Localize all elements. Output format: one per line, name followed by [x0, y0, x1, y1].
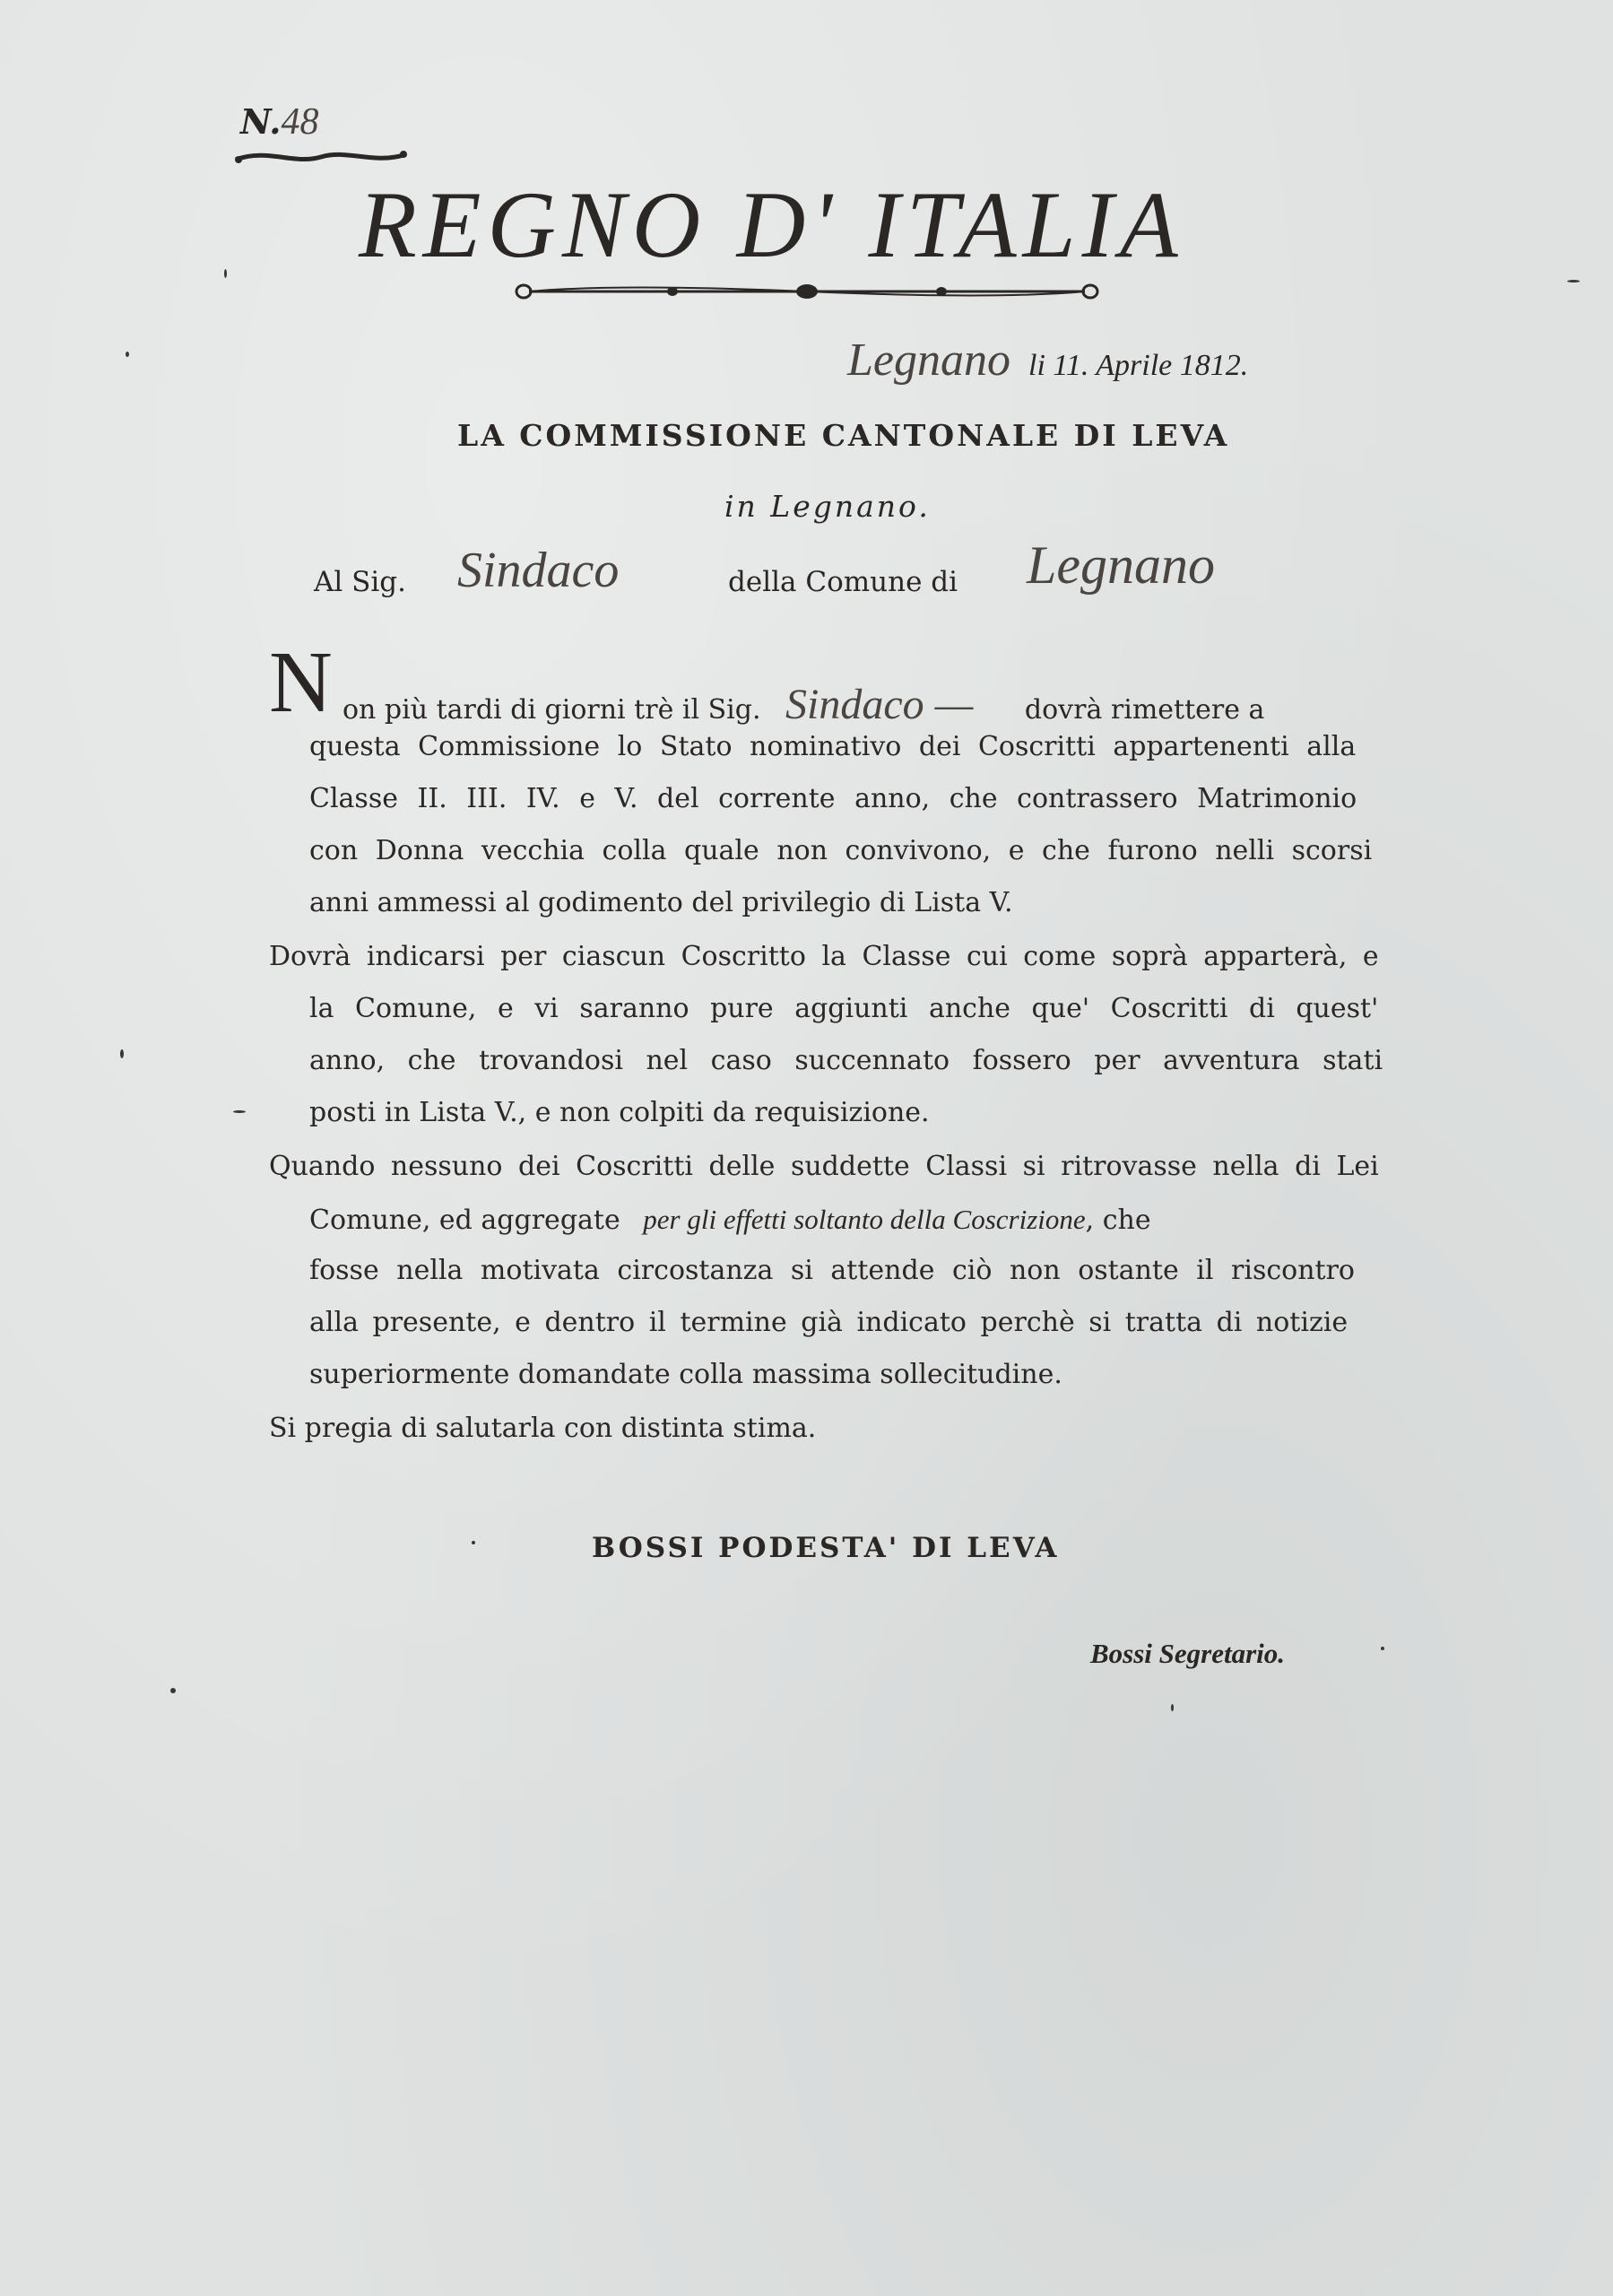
paragraph-3-line-1: Quando nessuno dei Coscritti delle suddette Classi si ritrovasse nella di Lei — [269, 1151, 1379, 1182]
drop-cap: N — [269, 634, 333, 731]
paragraph-2-line-3: anno, che trovandosi nel caso succennato fossero per avventura stati — [309, 1045, 1383, 1076]
text-segment: dovrà rimettere a — [1024, 694, 1265, 726]
number-underline-flourish — [231, 144, 411, 170]
recipient-handwritten: Sindaco — [457, 543, 620, 598]
comune-handwritten: Legnano — [1027, 535, 1215, 595]
document-title: REGNO D' ITALIA — [359, 172, 1184, 277]
signature-secondary: Bossi Segretario. — [1090, 1638, 1286, 1669]
paragraph-3-line-3: fosse nella motivata circostanza si attende ciò non ostante il riscontro — [309, 1255, 1355, 1286]
document-number — [240, 100, 319, 144]
number-prefix: N. — [240, 101, 282, 142]
address-prefix: Al Sig. — [314, 566, 407, 598]
issuer-location: in Legnano. — [724, 489, 931, 524]
paragraph-3-line-5: superiormente domandate colla massima sollecitudine. — [309, 1359, 1062, 1390]
number-handwritten: 48 — [281, 101, 319, 143]
paragraph-2-line-1: Dovrà indicarsi per ciascun Coscritto la Classe cui come soprà apparterà, e — [269, 941, 1379, 972]
paper-speck — [126, 352, 129, 357]
recipient-handwritten-inline: Sindaco — — [785, 681, 974, 728]
signature-main: BOSSI PODESTA' DI LEVA — [592, 1532, 1060, 1564]
paper-speck — [120, 1049, 124, 1058]
comune-label: della Comune di — [728, 566, 958, 598]
place-handwritten: Legnano — [847, 335, 1010, 386]
paragraph-1-line-2: questa Commissione lo Stato nominativo dei Coscritti appartenenti alla — [309, 731, 1357, 762]
paper-speck — [1381, 1647, 1384, 1650]
paper-speck — [472, 1541, 475, 1544]
paragraph-2-line-4: posti in Lista V., e non colpiti da requisizione. — [309, 1097, 930, 1128]
date-line — [847, 334, 1248, 387]
paragraph-1-line-4: con Donna vecchia colla quale non convivono, e che furono nelli scorsi — [309, 835, 1373, 866]
paper-speck — [224, 269, 227, 278]
paper-speck — [170, 1688, 176, 1693]
paragraph-4-line-1: Si pregia di salutarla con distinta stima. — [269, 1413, 817, 1444]
paper-speck — [1567, 280, 1580, 283]
text-segment: , che — [1085, 1205, 1151, 1236]
text-segment: Comune, ed aggregate — [309, 1205, 620, 1236]
paragraph-2-line-2: la Comune, e vi saranno pure aggiunti anche que' Coscritti di quest' — [309, 993, 1379, 1024]
issuer-name: LA COMMISSIONE CANTONALE DI LEVA — [457, 418, 1230, 453]
paragraph-1-line-1 — [343, 683, 1264, 726]
date-printed: li 11. Aprile 1812. — [1028, 349, 1249, 382]
title-ornamental-rule — [511, 278, 1103, 305]
paper-speck — [1171, 1704, 1174, 1711]
italic-phrase: per gli effetti soltanto della Coscrizione — [643, 1204, 1086, 1235]
paragraph-3-line-4: alla presente, e dentro il termine già indicato perchè si tratta di notizie — [309, 1307, 1349, 1338]
paragraph-1-line-3: Classe II. III. IV. e V. del corrente anno, che contrassero Matrimonio — [309, 783, 1357, 814]
paragraph-1-line-5: anni ammessi al godimento del privilegio di Lista V. — [309, 887, 1013, 918]
text-segment: on più tardi di giorni trè il Sig. — [343, 694, 761, 726]
paragraph-3-line-2 — [309, 1205, 1151, 1234]
paper-speck — [233, 1110, 246, 1113]
